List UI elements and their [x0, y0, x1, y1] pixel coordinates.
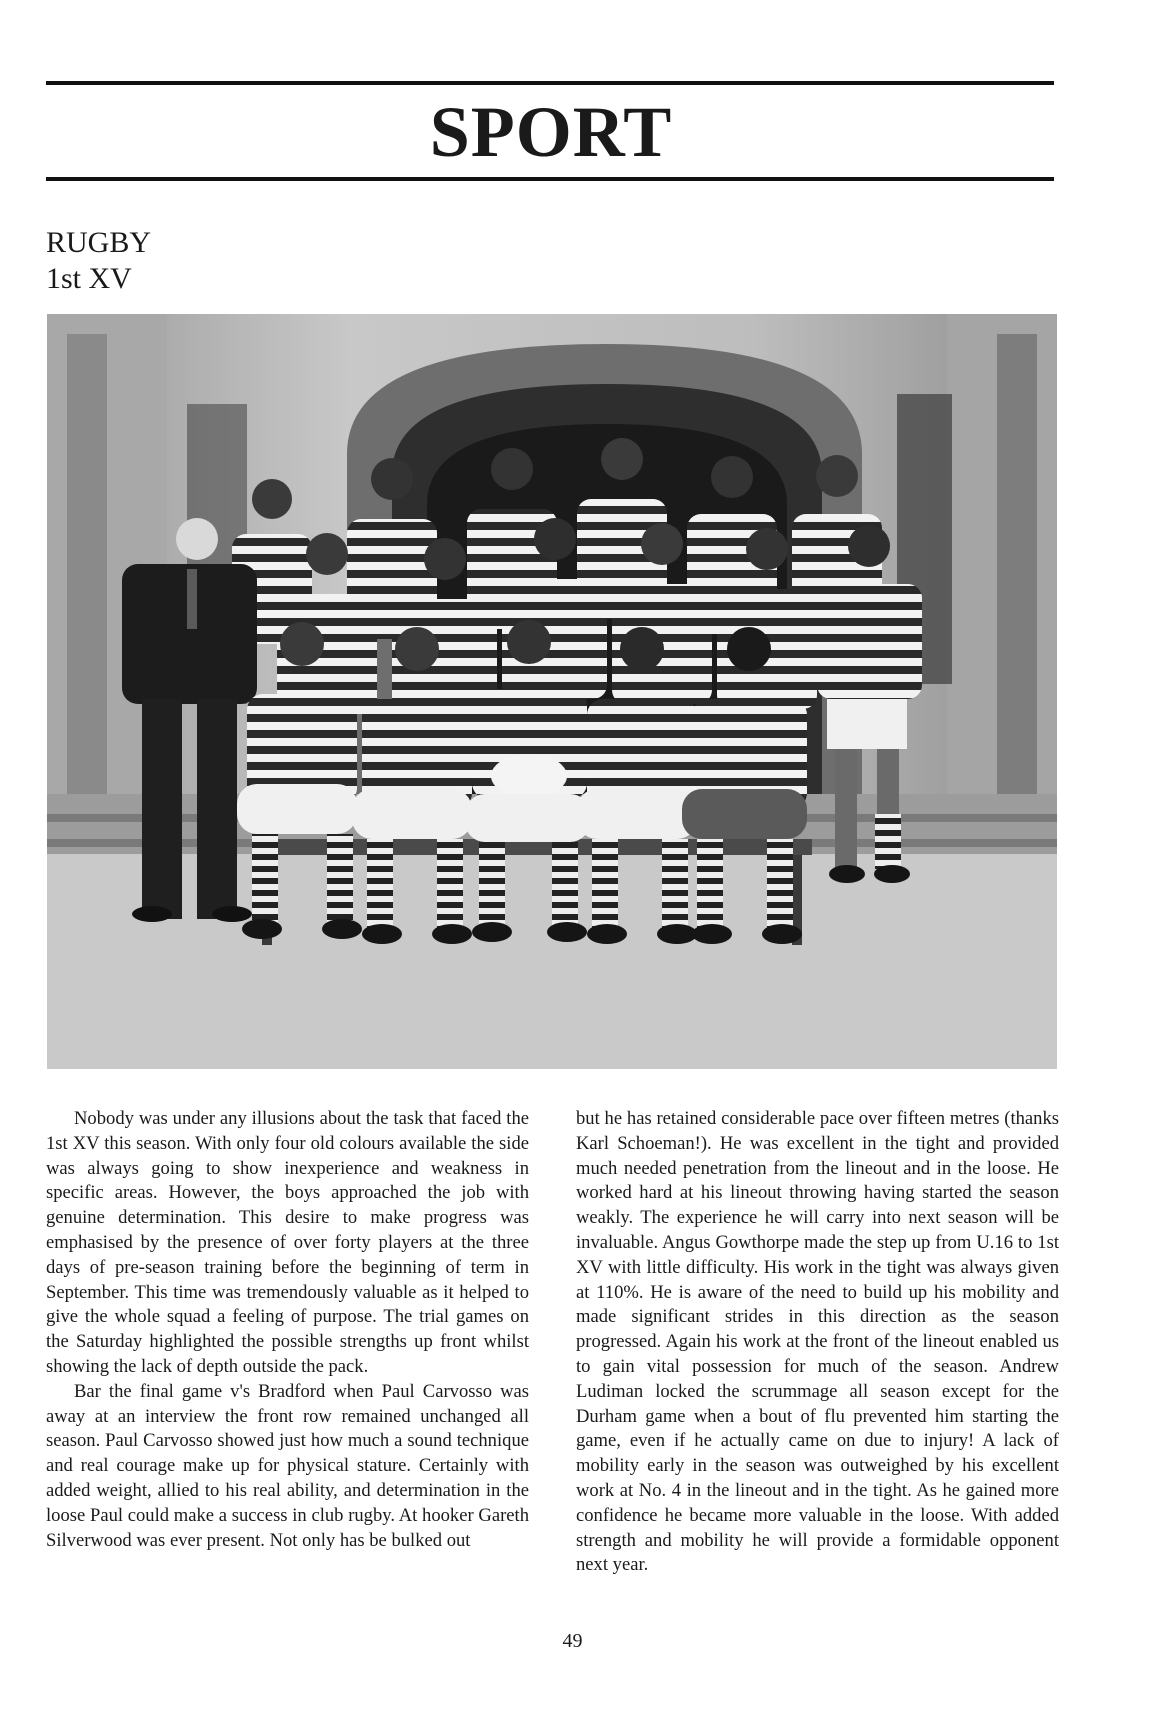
right-column: [576, 1107, 1059, 1578]
top-rule: [46, 81, 1054, 85]
paragraph: Nobody was under any illusions about the task that faced the 1st XV this season. With only four old colours available the side was always going to show inexperience and weakness in specific areas. However, the boys approached the job with genuine determination. This desire to make progress was emphasised by the presence of over forty players at the three days of pre-season training before the beginning of term in September. This time was tremendously valuable as it helped to give the whole squad a feeling of purpose. The trial games on the Saturday highlighted the possible strengths up front whilst showing the lack of depth outside the pack.: [46, 1108, 529, 1377]
page-title: SPORT: [429, 92, 673, 172]
paragraph: Bar the final game v's Bradford when Paul Carvosso was away at an interview the front row remained unchanged all season. Paul Carvosso showed just how much a sound technique and real courage make up for physical stature. Certainly with added weight, allied to his real ability, and determination in the loose Paul could make a success in club rugby. At hooker Gareth Silverwood was ever present. Not only has be bulked out: [46, 1380, 529, 1551]
team-photo: [47, 314, 1057, 1069]
section-title: RUGBY: [46, 226, 152, 259]
page-number: 49: [562, 1630, 583, 1652]
bottom-rule: [46, 177, 1054, 181]
section-subtitle: 1st XV: [46, 262, 132, 295]
paragraph: but he has retained considerable pace over fifteen metres (thanks Karl Schoeman!). He was excellent in the tight and provided much needed penetration from the lineout and in the loose. He worked hard at his lineout throwing having started the season weakly. The experience he will carry into next season will be invaluable. Angus Gowthorpe made the step up from U.16 to 1st XV with little difficulty. His work in the tight was always given at 110%. He is aware of the need to build up his mobility and made significant strides in this direction as the season progressed. Again his work at the front of the lineout enabled us to gain vital possession for much of the season. Andrew Ludiman locked the scrummage all season except for the Durham game when a bout of flu prevented him starting the game, even if he actually came on due to injury! A lack of mobility early in the season was outweighed by his excellent work at No. 4 in the lineout and in the tight. As he gained more confidence he became more valuable in the loose. With added strength and mobility he will provide a formidable opponent next year.: [576, 1108, 1059, 1576]
left-column: [46, 1107, 529, 1553]
